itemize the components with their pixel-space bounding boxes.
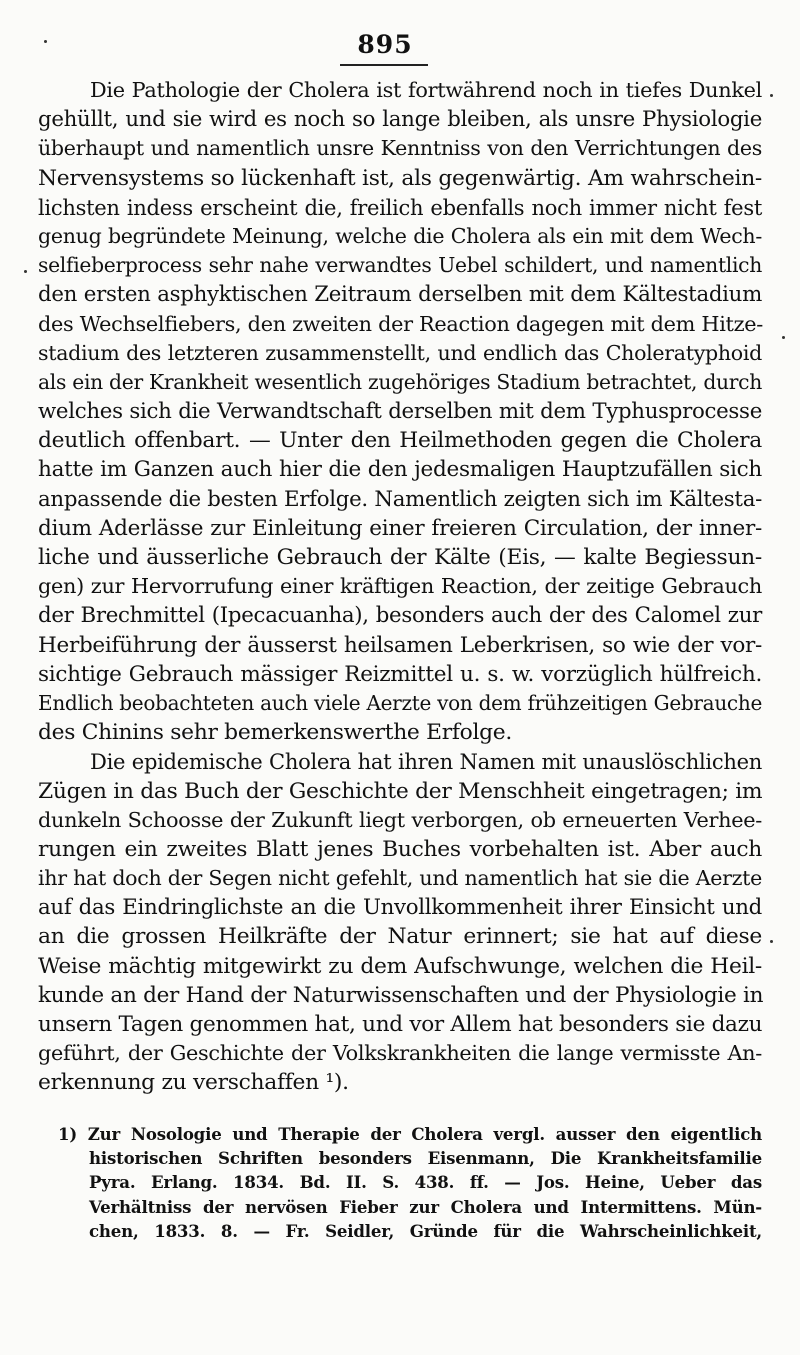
text-line: gen) zur Hervorrufung einer kräftigen Reaction, der zeitige Gebrauch (38, 574, 762, 599)
ink-speck (782, 336, 785, 339)
text-line: welches sich die Verwandtschaft derselben mit dem Typhusprocesse (38, 399, 762, 425)
text-line: kunde an der Hand der Naturwissenschaften und der Physiologie in (38, 982, 764, 1008)
text-line: Weise mächtig mitgewirkt zu dem Aufschwunge, welchen die Heil- (38, 953, 762, 979)
footnote-line: 1) Zur Nosologie und Therapie der Cholera vergl. ausser den eigentlich (58, 1124, 762, 1144)
text-line: des Chinins sehr bemerkenswerthe Erfolge. (38, 720, 513, 746)
text-line: Herbeiführung der äusserst heilsamen Leberkrisen, so wie der vor- (38, 632, 762, 658)
text-line: dium Aderlässe zur Einleitung einer freieren Circulation, der inner- (38, 515, 762, 541)
text-line: selfieberprocess sehr nahe verwandtes Uebel schildert, und namentlich (38, 253, 762, 278)
text-line: hatte im Ganzen auch hier die den jedesmaligen Hauptzufällen sich (38, 457, 762, 483)
text-line: Die epidemische Cholera hat ihren Namen mit unauslöschlichen (90, 749, 762, 775)
text-line: unsern Tagen genommen hat, und vor Allem hat besonders sie dazu (38, 1012, 763, 1037)
text-line: rungen ein zweites Blatt jenes Buches vorbehalten ist. Aber auch (38, 836, 762, 862)
text-line: deutlich offenbart. — Unter den Heilmethoden gegen die Cholera (38, 428, 762, 454)
page-number: 895 (357, 30, 413, 59)
text-line: geführt, der Geschichte der Volkskrankheiten die lange vermisste An- (38, 1041, 762, 1066)
text-line: sichtige Gebrauch mässiger Reizmittel u. s. w. vorzüglich hülfreich. (38, 661, 762, 687)
page-number-rule (340, 64, 428, 66)
footnote-line: Verhältniss der nervösen Fieber zur Cholera und Intermittens. Mün- (89, 1196, 762, 1217)
text-line: den ersten asphyktischen Zeitraum derselben mit dem Kältestadium (38, 282, 762, 308)
text-line: ihr hat doch der Segen nicht gefehlt, und namentlich hat sie die Aerzte (38, 866, 762, 891)
ink-speck (770, 94, 773, 97)
text-line: als ein der Krankheit wesentlich zugehöriges Stadium betrachtet, durch (38, 369, 762, 394)
text-line: stadium des letzteren zusammenstellt, und endlich das Choleratyphoid (38, 340, 762, 365)
text-line: lichsten indess erscheint die, freilich ebenfalls noch immer nicht fest (38, 194, 762, 220)
text-line: erkennung zu verschaffen ¹). (38, 1070, 349, 1096)
text-line: dunkeln Schoosse der Zukunft liegt verborgen, ob erneuerten Verhee- (38, 807, 762, 832)
text-line: anpassende die besten Erfolge. Namentlich zeigten sich im Kältesta- (38, 486, 762, 512)
footnote-line: historischen Schriften besonders Eisenmann, Die Krankheitsfamilie (89, 1148, 762, 1169)
ink-speck (44, 40, 47, 43)
body-text (38, 76, 762, 1098)
text-line: Die Pathologie der Cholera ist fortwährend noch in tiefes Dunkel (90, 78, 762, 102)
text-line: gehüllt, und sie wird es noch so lange bleiben, als unsre Physiologie (38, 107, 762, 133)
text-line: des Wechselfiebers, den zweiten der Reaction dagegen mit dem Hitze- (38, 311, 763, 336)
text-line: an die grossen Heilkräfte der Natur erinnert; sie hat auf diese (38, 924, 762, 950)
text-line: genug begründete Meinung, welche die Cholera als ein mit dem Wech- (38, 223, 762, 248)
text-line: auf das Eindringlichste an die Unvollkommenheit ihrer Einsicht und (38, 895, 762, 921)
ink-speck (24, 270, 27, 273)
ink-speck (770, 940, 773, 943)
footnote-line: Pyra. Erlang. 1834. Bd. II. S. 438. ff. — Jos. Heine, Ueber das (89, 1172, 762, 1193)
text-line: der Brechmittel (Ipecacuanha), besonders auch der des Calomel zur (38, 603, 762, 629)
footnote-line: chen, 1833. 8. — Fr. Seidler, Gründe für die Wahrscheinlichkeit, (89, 1220, 762, 1241)
text-line: überhaupt und namentlich unsre Kenntniss von den Verrichtungen des (38, 136, 762, 161)
text-line: Endlich beobachteten auch viele Aerzte von dem frühzeitigen Gebrauche (38, 690, 762, 715)
footnote-block (58, 1122, 762, 1243)
text-line: Zügen in das Buch der Geschichte der Menschheit eingetragen; im (38, 778, 763, 804)
text-line: Nervensystems so lückenhaft ist, als gegenwärtig. Am wahrschein- (38, 165, 762, 191)
text-line: liche und äusserliche Gebrauch der Kälte (Eis, — kalte Begiessun- (38, 545, 762, 570)
